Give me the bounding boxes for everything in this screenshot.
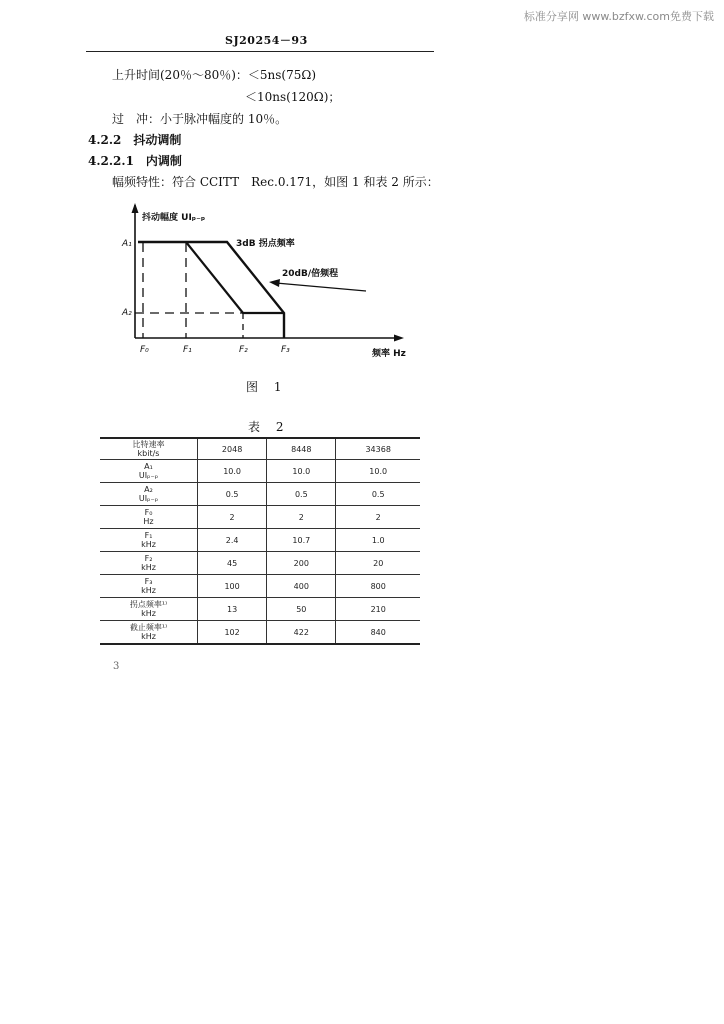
- row-head-cell: [100, 483, 198, 506]
- figure-1-diagram: [0, 0, 724, 400]
- table-cell: 2: [267, 506, 336, 529]
- row-unit: kHz: [141, 563, 156, 572]
- row-unit: Hz: [143, 517, 154, 526]
- table-cell: 2.4: [198, 529, 267, 552]
- table-cell: 210: [336, 598, 420, 621]
- row-label: A₂: [144, 485, 153, 494]
- table-cell: 45: [198, 552, 267, 575]
- table-cell: 102: [198, 621, 267, 645]
- table-cell: 0.5: [198, 483, 267, 506]
- table-row: [100, 621, 420, 645]
- row-head-cell: [100, 598, 198, 621]
- row-label: 截止频率¹⁾: [129, 623, 168, 632]
- slope-arrowhead: [269, 279, 280, 287]
- row-unit: kHz: [141, 540, 156, 549]
- row-label: F₂: [144, 554, 153, 563]
- parameter-table: [100, 437, 420, 645]
- a2-label: A₂: [122, 308, 132, 318]
- table-cell: 10.0: [267, 460, 336, 483]
- table-row: [100, 483, 420, 506]
- row-unit: UIₚ₋ₚ: [138, 494, 159, 503]
- a1-label: A₁: [122, 239, 132, 249]
- x-axis-label: 频率 Hz: [372, 349, 406, 359]
- table-cell: 100: [198, 575, 267, 598]
- row-head-cell: [100, 529, 198, 552]
- f0-label: F₀: [140, 345, 149, 355]
- x-axis-arrow: [394, 335, 404, 342]
- table-row: [100, 529, 420, 552]
- row-label: A₁: [144, 462, 153, 471]
- table-cell: 0.5: [267, 483, 336, 506]
- table-cell: 1.0: [336, 529, 420, 552]
- f1-label: F₁: [183, 345, 192, 355]
- page-number: 3: [113, 661, 120, 672]
- row-unit: UIₚ₋ₚ: [138, 471, 159, 480]
- header-label: 比特速率: [132, 440, 165, 449]
- corner-frequency-label: 3dB 拐点频率: [236, 239, 295, 249]
- overshoot-line: 过 冲：小于脉冲幅度的 10％。: [112, 112, 288, 126]
- table-cell: 800: [336, 575, 420, 598]
- header-value: 8448: [267, 438, 336, 460]
- header-value: 2048: [198, 438, 267, 460]
- table-cell: 2: [336, 506, 420, 529]
- row-unit: kHz: [141, 609, 156, 618]
- row-head-cell: [100, 575, 198, 598]
- table-cell: 10.0: [336, 460, 420, 483]
- f3-label: F₃: [281, 345, 290, 355]
- table-cell: 400: [267, 575, 336, 598]
- table-cell: 2: [198, 506, 267, 529]
- row-head-cell: [100, 506, 198, 529]
- table-header-row: [100, 438, 420, 460]
- document-header: SJ20254－93: [225, 34, 308, 47]
- row-label: F₃: [144, 577, 153, 586]
- rise-time-line: 上升时间(20％～80％)：＜5ns(75Ω): [112, 68, 317, 82]
- slope-label: 20dB/倍频程: [282, 269, 339, 279]
- table-row: [100, 506, 420, 529]
- rise-time-line-2: ＜10ns(120Ω)；: [245, 90, 341, 104]
- section-4-2-2-1: 4.2.2.1 内调制: [88, 154, 182, 168]
- watermark-text: 标准分享网 www.bzfxw.com免费下载: [523, 10, 714, 23]
- section-4-2-2: 4.2.2 抖动调制: [88, 133, 182, 147]
- figure-caption: 图 1: [246, 380, 288, 394]
- table-cell: 10.7: [267, 529, 336, 552]
- row-label: 拐点频率¹⁾: [129, 600, 168, 609]
- f2-label: F₂: [239, 345, 248, 355]
- row-label: F₁: [144, 531, 153, 540]
- header-unit: kbit/s: [137, 449, 160, 458]
- row-head-cell: [100, 460, 198, 483]
- table-row: [100, 460, 420, 483]
- mask-curve-outer: [138, 242, 284, 338]
- amplitude-frequency-line: 幅频特性：符合 CCITT Rec.0.171，如图 1 和表 2 所示：: [112, 175, 439, 189]
- row-head-cell: [100, 621, 198, 645]
- y-axis-arrow: [132, 203, 139, 213]
- y-axis-label: 抖动幅度 UIₚ₋ₚ: [142, 213, 206, 223]
- table-cell: 50: [267, 598, 336, 621]
- table-cell: 200: [267, 552, 336, 575]
- row-unit: kHz: [141, 632, 156, 641]
- table-row: [100, 552, 420, 575]
- row-head-cell: [100, 552, 198, 575]
- row-unit: kHz: [141, 586, 156, 595]
- row-label: F₀: [144, 508, 153, 517]
- table-row: [100, 598, 420, 621]
- table-cell: 0.5: [336, 483, 420, 506]
- table-cell: 10.0: [198, 460, 267, 483]
- header-cell: [100, 438, 198, 460]
- table-cell: 20: [336, 552, 420, 575]
- table-cell: 840: [336, 621, 420, 645]
- table-row: [100, 575, 420, 598]
- header-value: 34368: [336, 438, 420, 460]
- table-cell: 13: [198, 598, 267, 621]
- slope-arrow-line: [276, 283, 366, 291]
- table-caption: 表 2: [248, 420, 290, 434]
- table-cell: 422: [267, 621, 336, 645]
